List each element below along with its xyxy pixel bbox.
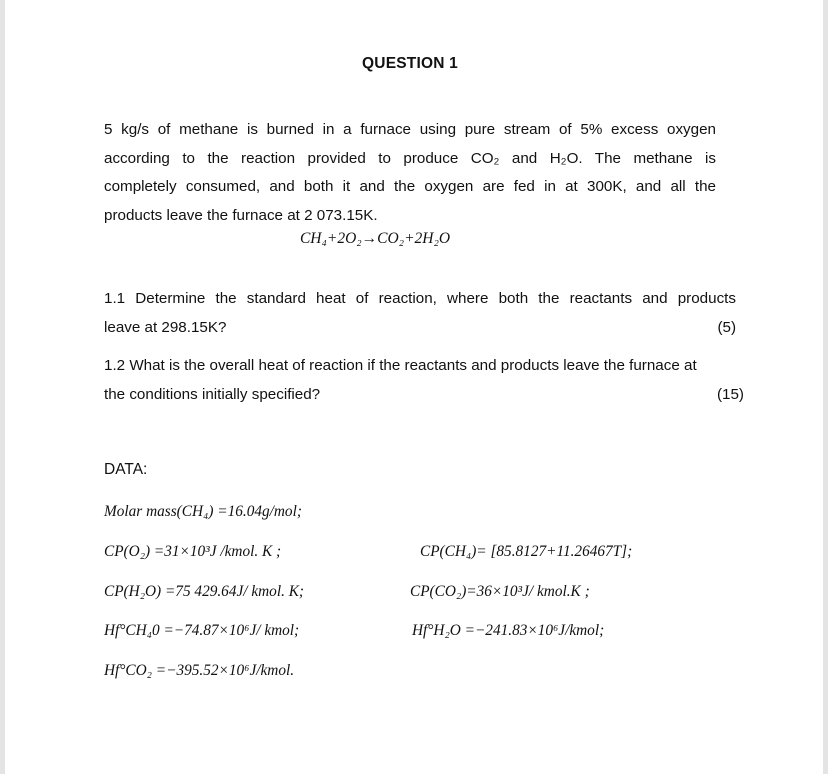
data-heading: DATA: <box>104 461 148 478</box>
document-page <box>5 0 823 774</box>
statement-line: products leave the furnace at 2 073.15K. <box>104 207 378 225</box>
question-marks: (5) <box>717 318 736 336</box>
right-frame-edge <box>823 0 828 774</box>
problem-statement <box>104 116 716 231</box>
data-cp-co2: CP(CO₂)=36×10³J/ kmol.K ; <box>410 583 590 600</box>
data-cp-h2o: CP(H₂O) =75 429.64J/ kmol. K; <box>104 583 305 600</box>
data-molar-mass: Molar mass(CH₄) =16.04g/mol; <box>104 503 302 520</box>
question-title: QUESTION 1 <box>362 55 458 72</box>
data-hf-ch4: Hf°CH₄0 =−74.87×10⁶J/ kmol; <box>104 622 300 639</box>
data-hf-h2o: Hf°H₂O =−241.83×10⁶J/kmol; <box>412 622 605 639</box>
statement-line: 5 kg/s of methane is burned in a furnace using pure stream of 5% excess oxygen <box>104 121 716 138</box>
data-hf-co2: Hf°CO₂ =−395.52×10⁶J/kmol. <box>104 662 295 679</box>
question-marks: (15) <box>716 385 744 403</box>
question-text: the conditions initially specified? <box>104 385 321 403</box>
question-1-1 <box>104 285 736 342</box>
question-1-2 <box>104 352 744 409</box>
data-cp-o2: CP(O₂) =31×10³J /kmol. K ; <box>104 543 282 560</box>
question-text: 1.1 Determine the standard heat of reaction, where both the reactants and products <box>104 290 736 307</box>
data-cp-ch4: CP(CH₄)= [85.8127+11.26467T]; <box>420 543 633 560</box>
question-text: leave at 298.15K? <box>104 318 227 336</box>
question-text: 1.2 What is the overall heat of reaction if the reactants and products leave the furnace at <box>104 357 697 374</box>
statement-line: according to the reaction provided to produce CO₂ and H₂O. The methane is <box>104 149 716 167</box>
reaction-equation: CH₄+2O₂→CO₂+2H₂O <box>299 230 451 247</box>
statement-line: completely consumed, and both it and the oxygen are fed in at 300K, and all the <box>104 178 716 196</box>
